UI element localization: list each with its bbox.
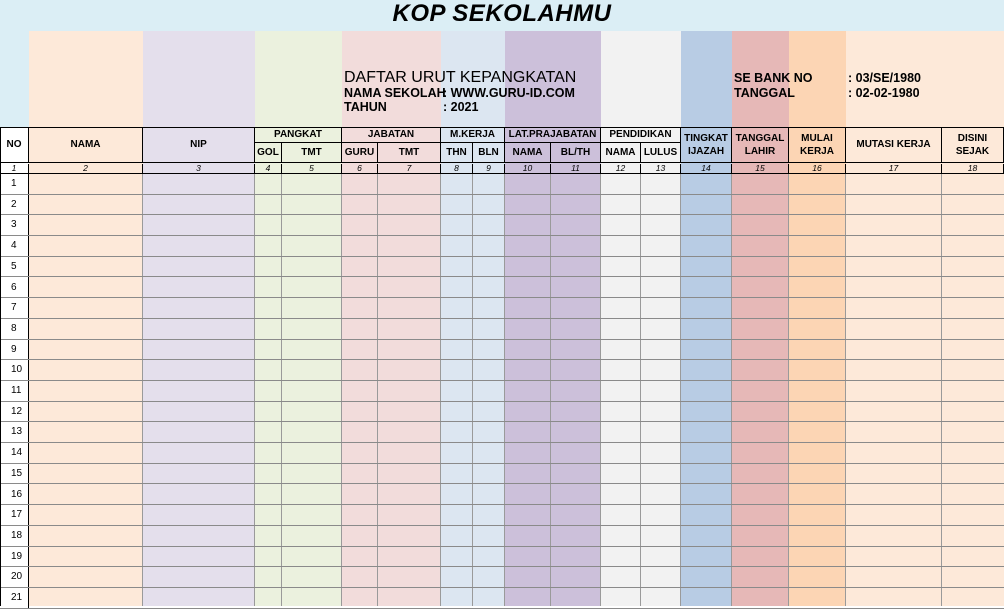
col-header-tanggal-lahir: TANGGAL LAHIR bbox=[732, 127, 789, 163]
col-header-gol: GOL bbox=[255, 143, 282, 163]
row-number: 18 bbox=[0, 526, 29, 547]
table-row bbox=[0, 443, 1004, 464]
table-row bbox=[0, 547, 1004, 568]
column-number-cell: 3 bbox=[143, 164, 255, 174]
column-number-cell: 5 bbox=[282, 164, 342, 174]
tahun-label: TAHUN bbox=[344, 100, 387, 114]
row-number: 4 bbox=[0, 236, 29, 257]
row-number: 3 bbox=[0, 215, 29, 236]
column-number-cell: 12 bbox=[601, 164, 641, 174]
col-header-tmt-pangkat: TMT bbox=[282, 143, 342, 163]
group-header-mkerja: M.KERJA bbox=[441, 127, 505, 143]
column-number-cell: 9 bbox=[473, 164, 505, 174]
col-header-thn: THN bbox=[441, 143, 473, 163]
col-header-nip: NIP bbox=[143, 127, 255, 163]
column-number-cell: 18 bbox=[942, 164, 1004, 174]
row-number: 15 bbox=[0, 464, 29, 485]
column-number-cell: 8 bbox=[441, 164, 473, 174]
col-header-mulai-kerja: MULAI KERJA bbox=[789, 127, 846, 163]
table-row bbox=[0, 195, 1004, 216]
nama-sekolah-label: NAMA SEKOLAH bbox=[344, 86, 446, 100]
table-left-border bbox=[0, 127, 1, 606]
table-row bbox=[0, 485, 1004, 506]
column-number-cell: 10 bbox=[505, 164, 551, 174]
table-row bbox=[0, 422, 1004, 443]
row-number: 5 bbox=[0, 257, 29, 278]
column-number-cell: 16 bbox=[789, 164, 846, 174]
row-number: 8 bbox=[0, 319, 29, 340]
tanggal-label: TANGGAL bbox=[734, 86, 795, 100]
table-row bbox=[0, 526, 1004, 547]
column-number-cell: 2 bbox=[29, 164, 143, 174]
row-number: 9 bbox=[0, 340, 29, 361]
col-header-nama-lat: NAMA bbox=[505, 143, 551, 163]
col-header-tingkat-ijazah: TINGKAT IJAZAH bbox=[681, 127, 732, 163]
row-number: 7 bbox=[0, 298, 29, 319]
column-number-cell: 6 bbox=[342, 164, 378, 174]
group-header-pendidikan: PENDIDIKAN bbox=[601, 127, 681, 143]
table-row bbox=[0, 236, 1004, 257]
row-number: 21 bbox=[0, 588, 29, 609]
table-row bbox=[0, 402, 1004, 423]
table-row bbox=[0, 298, 1004, 319]
col-header-bln: BLN bbox=[473, 143, 505, 163]
row-number: 11 bbox=[0, 381, 29, 402]
col-header-disini-sejak: DISINI SEJAK bbox=[942, 127, 1004, 163]
table-row bbox=[0, 464, 1004, 485]
col-header-no: NO bbox=[0, 127, 29, 163]
row-number: 20 bbox=[0, 567, 29, 588]
column-number-cell: 13 bbox=[641, 164, 681, 174]
se-bank-no-value: : 03/SE/1980 bbox=[848, 71, 921, 85]
kop-title: KOP SEKOLAHMU bbox=[392, 0, 612, 27]
table-row bbox=[0, 360, 1004, 381]
table-top-border bbox=[0, 127, 1004, 128]
row-number: 10 bbox=[0, 360, 29, 381]
table-row bbox=[0, 505, 1004, 526]
row-number: 14 bbox=[0, 443, 29, 464]
table-row bbox=[0, 278, 1004, 299]
col-header-mutasi-kerja: MUTASI KERJA bbox=[846, 127, 942, 163]
column-number-cell: 14 bbox=[681, 164, 732, 174]
table-row bbox=[0, 174, 1004, 195]
column-number-cell: 1 bbox=[0, 164, 29, 174]
table-row bbox=[0, 567, 1004, 588]
col-header-lulus: LULUS bbox=[641, 143, 681, 163]
row-number: 16 bbox=[0, 485, 29, 506]
column-number-cell: 11 bbox=[551, 164, 601, 174]
row-number: 12 bbox=[0, 402, 29, 423]
column-number-cell: 17 bbox=[846, 164, 942, 174]
se-bank-no-label: SE BANK NO bbox=[734, 71, 813, 85]
row-number: 17 bbox=[0, 505, 29, 526]
table-row bbox=[0, 215, 1004, 236]
table-row bbox=[0, 319, 1004, 340]
col-header-nama: NAMA bbox=[29, 127, 143, 163]
document-title: DAFTAR URUT KEPANGKATAN bbox=[344, 69, 577, 86]
row-number: 19 bbox=[0, 547, 29, 568]
table-row bbox=[0, 340, 1004, 361]
table-row bbox=[0, 381, 1004, 402]
tanggal-value: : 02-02-1980 bbox=[848, 86, 920, 100]
nama-sekolah-value: : WWW.GURU-ID.COM bbox=[443, 86, 575, 100]
col-header-blth: BL/TH bbox=[551, 143, 601, 163]
col-header-tmt-jabatan: TMT bbox=[378, 143, 441, 163]
row-number: 6 bbox=[0, 278, 29, 299]
kop-banner bbox=[0, 0, 1004, 31]
tahun-value: : 2021 bbox=[443, 100, 479, 114]
group-header-jabatan: JABATAN bbox=[342, 127, 441, 143]
table-row bbox=[0, 257, 1004, 278]
col-header-guru: GURU bbox=[342, 143, 378, 163]
col-header-nama-pendidikan: NAMA bbox=[601, 143, 641, 163]
group-header-pangkat: PANGKAT bbox=[255, 127, 342, 143]
row-number: 1 bbox=[0, 174, 29, 195]
column-number-cell: 15 bbox=[732, 164, 789, 174]
column-number-cell: 4 bbox=[255, 164, 282, 174]
group-header-latprajabatan: LAT.PRAJABATAN bbox=[505, 127, 601, 143]
column-number-cell: 7 bbox=[378, 164, 441, 174]
row-number: 13 bbox=[0, 422, 29, 443]
row-number: 2 bbox=[0, 195, 29, 216]
